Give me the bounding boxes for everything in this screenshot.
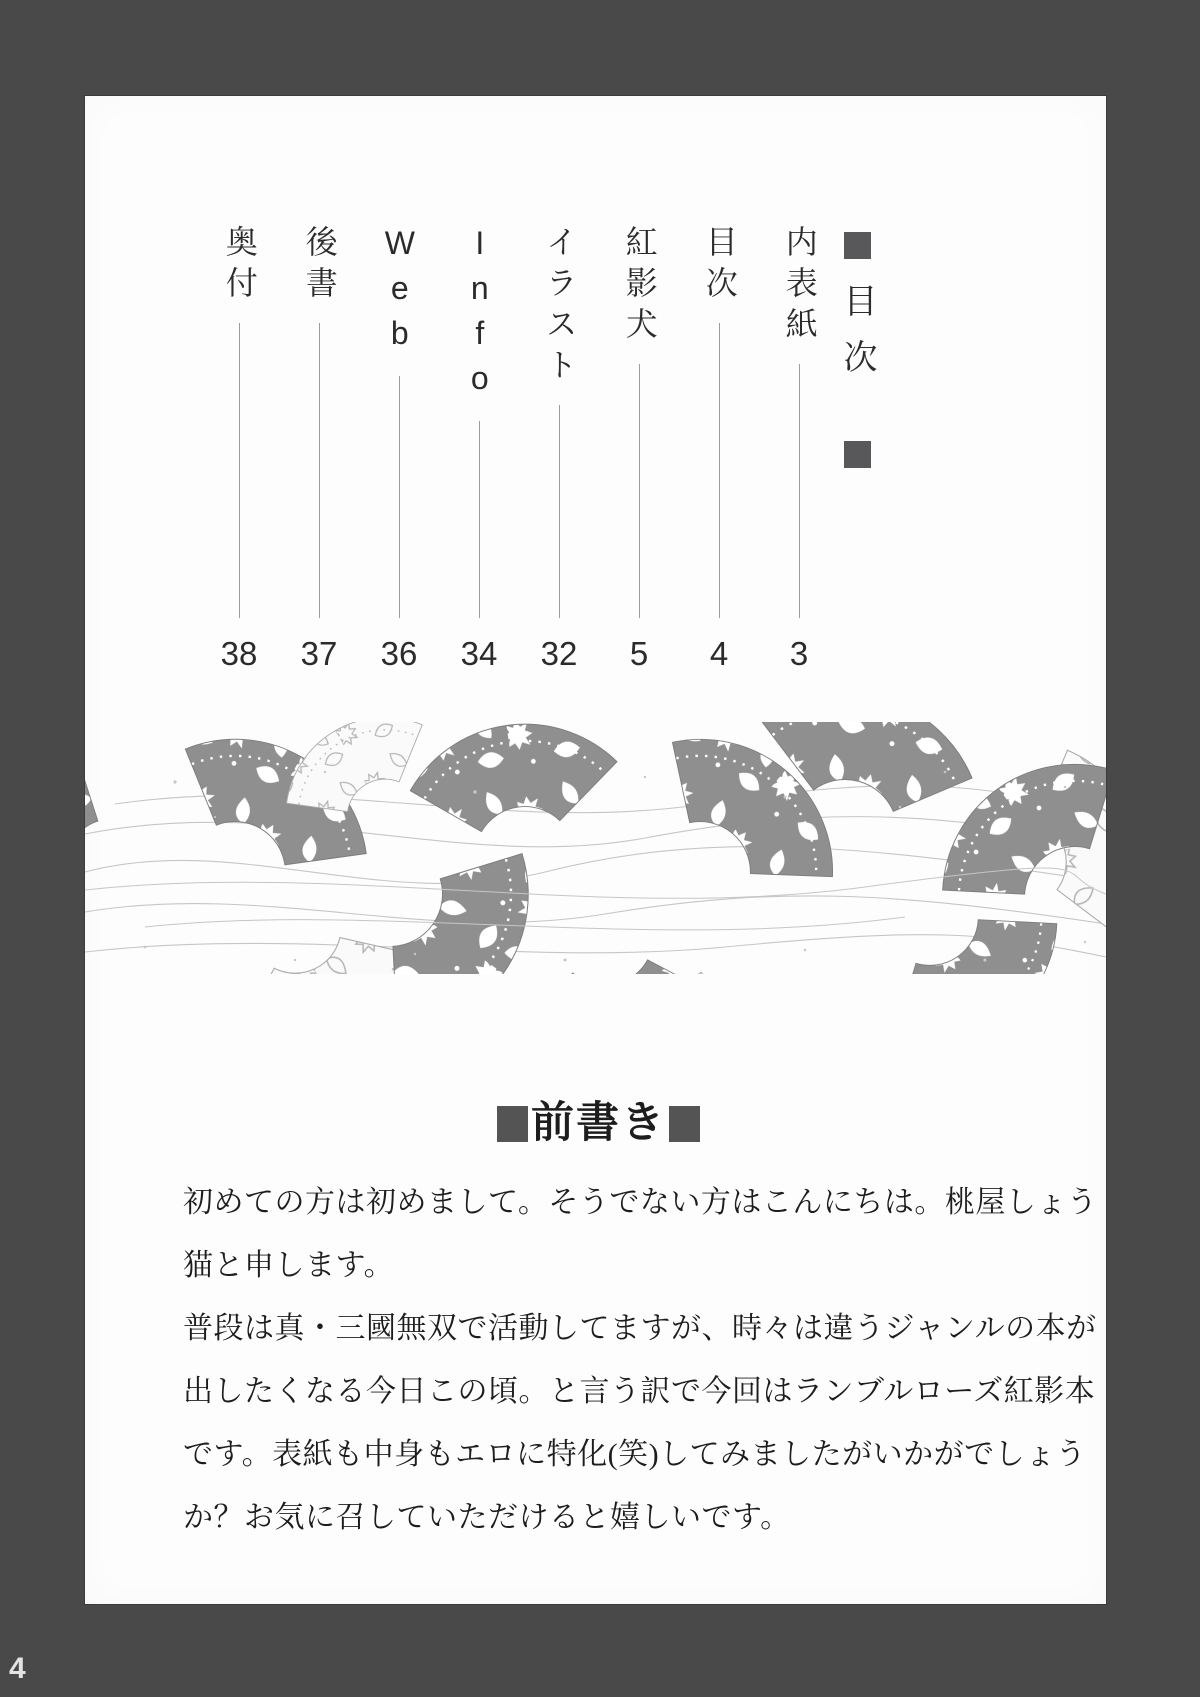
- square-bullet-icon: [669, 1106, 700, 1142]
- square-bullet-icon: [844, 441, 871, 468]
- toc-leader-line: [559, 405, 560, 618]
- book-page: [85, 96, 1106, 1604]
- toc-header: [834, 232, 880, 672]
- toc-page-number: 37: [300, 635, 338, 672]
- toc-entry-label: 内表紙: [781, 225, 818, 348]
- toc-entry-label: 奥付: [221, 225, 258, 307]
- toc-page-number: 36: [380, 635, 418, 672]
- toc-entry-label: Info: [461, 225, 498, 405]
- toc-leader-line: [639, 364, 640, 618]
- toc-leader-line: [239, 323, 240, 618]
- foreword-line: 猫と申します。: [183, 1249, 395, 1282]
- foreword-line: です。表紙も中身もエロに特化(笑)してみましたがいかがでしょう: [183, 1438, 1087, 1471]
- toc-page-number: 5: [629, 635, 649, 672]
- toc-entry: [536, 225, 582, 672]
- toc-page-number: 32: [540, 635, 578, 672]
- foreword-line: 出したくなる今日この頃。と言う訳で今回はランブルローズ紅影本: [183, 1375, 1096, 1408]
- toc-entry-label: 後書: [301, 225, 338, 307]
- square-bullet-icon: [497, 1106, 528, 1142]
- toc-page-number: 34: [460, 635, 498, 672]
- toc-entry: [776, 225, 822, 672]
- foreword-line: か？お気に召していただけると嬉しいです。: [183, 1501, 791, 1534]
- toc-leader-line: [479, 421, 480, 618]
- toc-entry: [296, 225, 342, 672]
- foreword-line: 初めての方は初めまして。そうでない方はこんにちは。桃屋しょう: [183, 1186, 1098, 1219]
- toc-entry: [216, 225, 262, 672]
- toc-entry: [456, 225, 502, 672]
- toc-entry-label: 紅影犬: [621, 225, 658, 348]
- margin-page-number: 4: [9, 1652, 27, 1685]
- toc-entry-label: 目次: [701, 225, 738, 307]
- toc-page-number: 38: [220, 635, 258, 672]
- toc-title: 目次: [838, 283, 876, 395]
- toc-entry: [696, 225, 742, 672]
- toc-entries: [216, 225, 822, 672]
- toc-leader-line: [399, 376, 400, 618]
- toc-page-number: 4: [709, 635, 729, 672]
- toc-entry: [616, 225, 662, 672]
- foreword-heading: [183, 1102, 1014, 1145]
- toc-entry: [376, 225, 422, 672]
- foreword-title: 前書き: [531, 1100, 666, 1147]
- foreword-text: [183, 1171, 1098, 1549]
- toc-entry-label: Web: [381, 225, 418, 360]
- square-bullet-icon: [844, 232, 871, 259]
- toc-leader-line: [719, 323, 720, 618]
- foreword-section: [183, 1100, 1098, 1549]
- table-of-contents: [216, 225, 880, 672]
- toc-leader-line: [319, 323, 320, 618]
- foreword-line: 普段は真・三國無双で活動してますが、時々は違うジャンルの本が: [183, 1312, 1097, 1345]
- toc-page-number: 3: [789, 635, 809, 672]
- toc-entry-label: イラスト: [541, 225, 578, 389]
- toc-leader-line: [799, 364, 800, 618]
- fan-decoration-band: [85, 722, 1106, 974]
